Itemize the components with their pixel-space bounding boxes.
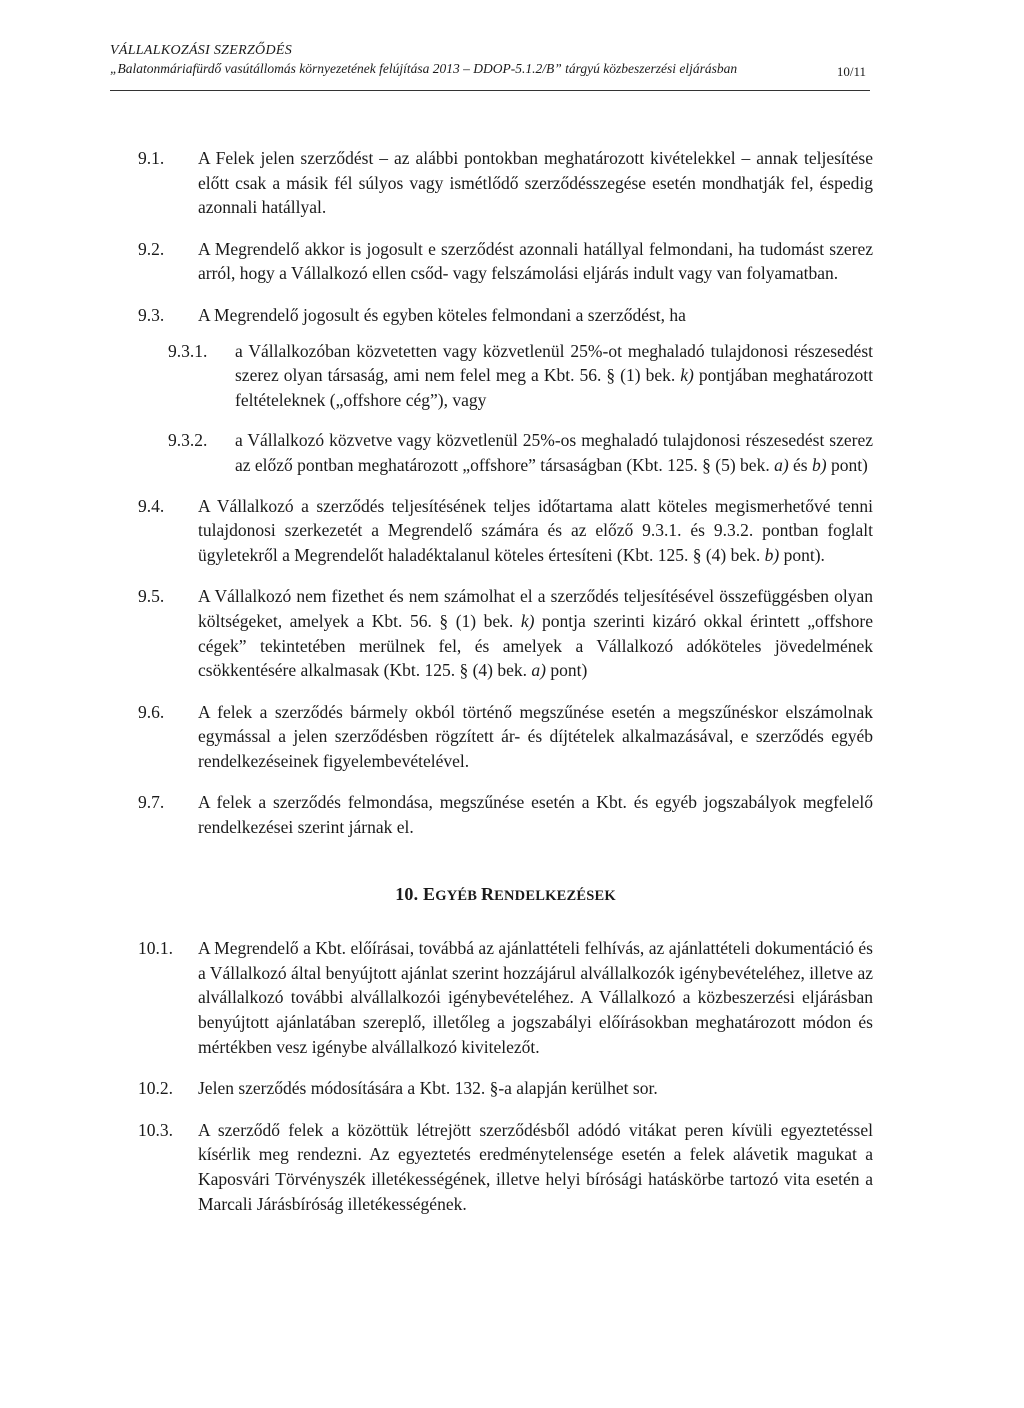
clause-ref: b): [811, 454, 827, 475]
clause-number: 9.2.: [138, 238, 165, 259]
clause-9-3-2: [168, 428, 873, 477]
clause-number: 9.3.: [138, 304, 165, 325]
clause-number: 9.5.: [138, 586, 165, 607]
clause-text: A Vállalkozó a szerződés teljesítésének teljes időtartama alatt köteles megismerhetővé tenni tulajdonosi szerkezetét a Megrendelő számára és az előző 9.3.1. és 9.3.2. pontban foglalt ügyletekről a Megrendelőt haladéktalanul köteles értesíteni (Kbt. 125. § (4) bek.: [198, 495, 873, 565]
clause-number: 9.6.: [138, 701, 165, 722]
document-subtitle: „Balatonmáriafürdő vasútállomás környezetének felújítása 2013 – DDOP-5.1.2/B” tárgyú közbeszerzési eljárásban: [110, 61, 738, 76]
clause-10-2: [138, 1076, 873, 1101]
clause-9-3-1: [168, 339, 873, 413]
clause-ref: k): [520, 610, 535, 631]
clause-number: 9.3.1.: [168, 340, 208, 361]
clause-9-5: [138, 584, 873, 682]
clause-text: és: [788, 454, 812, 475]
clause-ref: a): [531, 660, 546, 681]
page-number: 10/11: [836, 64, 866, 79]
clause-text: pont): [545, 660, 588, 681]
clause-9-6: [138, 700, 873, 774]
clause-text: A Megrendelő jogosult és egyben köteles felmondani a szerződést, ha: [198, 304, 686, 325]
clause-text: A Megrendelő a Kbt. előírásai, továbbá az ajánlattételi felhívás, az ajánlattételi dokumentáció és a Vállalkozó által benyújtott ajánlat szerint hozzájárul alvállalkozók igénybevételéhez, illetve az alvállalkozó további alvállalkozói igénybevételéhez. A Vállalkozó a közbeszerzési eljárásban benyújtott ajánlatában szereplő, illetőleg a jogszabályi előírásokban meghatározott módon és mértékben vesz igénybe alvállalkozó kivitelezőt.: [198, 938, 873, 1057]
clause-number: 10.3.: [138, 1119, 173, 1140]
clause-text: pontjában meghatározott feltételeknek („offshore cég”), vagy: [235, 365, 873, 410]
clause-text: A felek a szerződés bármely okból történő megszűnése esetén a megszűnéskor elszámolnak egymással a jelen szerződésben rögzített ár- és díjtételek alkalmazásával, e szerződés egyéb rendelkezéseinek figyelembevételével.: [198, 701, 873, 771]
clause-ref: a): [774, 454, 789, 475]
clause-text: pont): [826, 454, 868, 475]
clause-10-1: [138, 936, 873, 1059]
clause-number: 9.4.: [138, 495, 165, 516]
clause-10-3: [138, 1118, 873, 1216]
clause-text: a Vállalkozó közvetve vagy közvetlenül 25%-os meghaladó tulajdonosi részesedést szerez az előző pontban meghatározott „offshore” társaságban (Kbt. 125. § (5) bek.: [235, 430, 873, 475]
clause-text: A Felek jelen szerződést – az alábbi pontokban meghatározott kivételekkel – annak teljesítése előtt csak a másik fél súlyos vagy ismétlődő szerződésszegése esetén mondhatják fel, éspedig azonnali hatállyal.: [198, 148, 873, 218]
clause-9-3: [138, 303, 873, 328]
document-title: VÁLLALKOZÁSI SZERZŐDÉS: [110, 43, 293, 58]
clause-text: A Vállalkozó nem fizethet és nem számolhat el a szerződés teljesítésével összefüggésben olyan költségeket, amelyek a Kbt. 56. § (1) bek.: [198, 586, 873, 631]
clause-9-2: [138, 237, 873, 286]
page-header: [110, 42, 870, 78]
clause-text: pontja szerinti kizáró okkal érintett „offshore cégek” tekintetében merülnek fel, és amelyek a Vállalkozó adóköteles jövedelmének csökkentésére alkalmasak (Kbt. 125. § (4) bek.: [198, 610, 873, 681]
section-heading-10: [138, 882, 873, 909]
clause-number: 10.2.: [138, 1078, 173, 1099]
heading-smallcaps: ENDELKEZÉSEK: [494, 887, 616, 904]
heading-smallcaps: GYÉB: [435, 887, 481, 904]
clause-number: 9.3.2.: [168, 430, 208, 451]
heading-letter: E: [423, 883, 436, 904]
heading-number: 10.: [395, 883, 419, 904]
clause-ref: k): [680, 365, 694, 386]
clause-text: pont).: [779, 544, 825, 565]
clause-ref: b): [764, 544, 780, 565]
clause-9-4: [138, 494, 873, 568]
clause-number: 9.7.: [138, 792, 165, 813]
clause-text: a Vállalkozóban közvetetten vagy közvetlenül 25%-ot meghaladó tulajdonosi részesedést szerez olyan társaság, ami nem felel meg a Kbt. 56. § (1) bek.: [235, 340, 873, 386]
clause-text: Jelen szerződés módosítására a Kbt. 132. §-a alapján kerülhet sor.: [198, 1078, 658, 1099]
header-rule: [110, 90, 870, 91]
clause-9-7: [138, 790, 873, 839]
clause-9-1: [138, 146, 873, 220]
clause-text: A felek a szerződés felmondása, megszűnése esetén a Kbt. és egyéb jogszabályok megfelelő rendelkezései szerint járnak el.: [198, 792, 873, 838]
clause-text: A szerződő felek a közöttük létrejött szerződésből adódó vitákat peren kívüli egyeztetéssel kísérlik meg rendezni. Az egyeztetés eredménytelensége esetén a felek alávetik magukat a Kaposvári Törvényszék illetékességének, illetve helyi bírósági hatáskörbe tartozó vita esetén a Marcali Járásbíróság illetékességének.: [198, 1119, 873, 1214]
clause-number: 10.1.: [138, 938, 173, 959]
page-content: [138, 146, 873, 1233]
clause-number: 9.1.: [138, 148, 165, 168]
heading-letter: R: [480, 883, 495, 904]
clause-text: A Megrendelő akkor is jogosult e szerződést azonnali hatállyal felmondani, ha tudomást szerez arról, hogy a Vállalkozó ellen csőd- vagy felszámolási eljárás indult vagy van folyamatban.: [198, 238, 873, 284]
